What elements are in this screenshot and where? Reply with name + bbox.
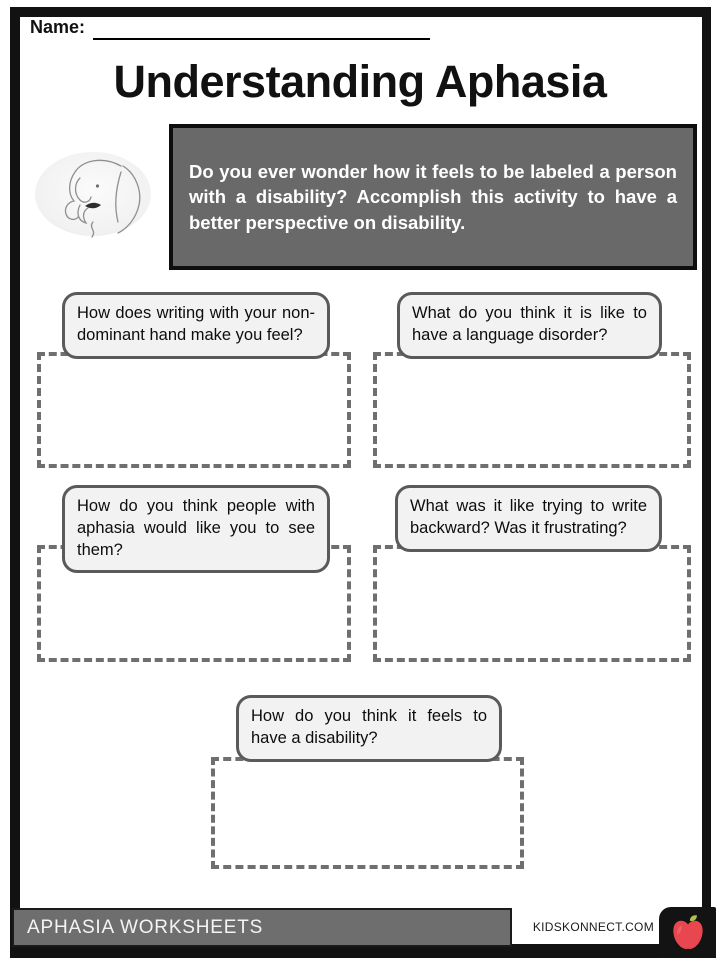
question-bubble-1: [62, 292, 330, 359]
answer-area-1[interactable]: [37, 352, 351, 468]
answer-area-5[interactable]: [211, 757, 524, 869]
question-bubble-3: [62, 485, 330, 573]
answer-area-2[interactable]: [373, 352, 691, 468]
footer-site-link[interactable]: KIDSKONNECT.COM: [532, 919, 654, 934]
name-row: [30, 17, 430, 40]
question-bubble-5: [236, 695, 502, 762]
footer-series-bar: [12, 908, 512, 947]
question-text-3: How do you think people with aphasia would like you to see them?: [77, 497, 315, 559]
elephant-sketch-icon: [33, 150, 153, 238]
name-blank-line[interactable]: [93, 18, 430, 40]
footer-series-label: APHASIA WORKSHEETS: [27, 916, 264, 938]
question-text-1: How does writing with your non-dominant hand make you feel?: [77, 304, 315, 344]
kidskonnect-logo-tile: [659, 907, 716, 958]
instruction-banner: [169, 124, 697, 270]
page-title: Understanding Aphasia: [113, 56, 607, 107]
apple-icon: [671, 914, 705, 952]
name-label: Name:: [30, 17, 86, 37]
question-bubble-2: [397, 292, 662, 359]
question-bubble-4: [395, 485, 662, 552]
question-text-5: How do you think it feels to have a disability?: [251, 707, 487, 747]
answer-area-4[interactable]: [373, 545, 691, 662]
question-text-2: What do you think it is like to have a language disorder?: [412, 304, 647, 344]
instruction-text: Do you ever wonder how it feels to be labeled a person with a disability? Accomplish this activity to have a better perspective on disability.: [189, 161, 677, 233]
question-text-4: What was it like trying to write backward? Was it frustrating?: [410, 497, 647, 537]
